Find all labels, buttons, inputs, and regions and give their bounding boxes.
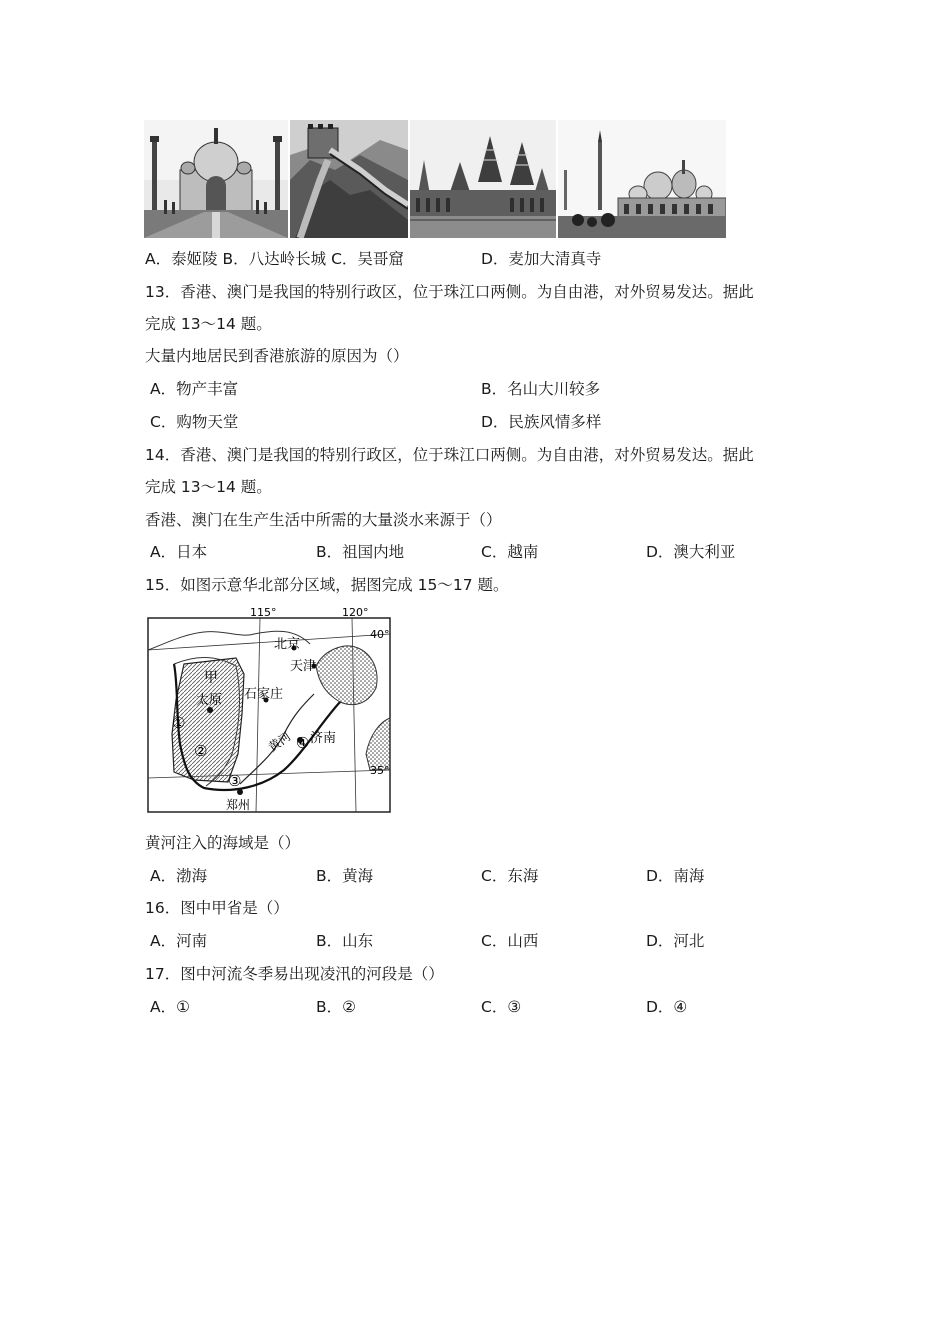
angkor-wat-photo — [410, 120, 556, 238]
q17-option-a[interactable]: A．① — [150, 998, 190, 1016]
map-lat-40: 40° — [370, 628, 390, 641]
map-label-jinan: 济南 — [310, 731, 337, 746]
map-label-zhengzhou: 郑州 — [226, 798, 251, 812]
map-lon-115: 115° — [250, 606, 277, 619]
q16-option-b[interactable]: B．山东 — [316, 932, 374, 950]
q15-option-c[interactable]: C．东海 — [481, 867, 539, 885]
taj-mahal-photo — [144, 120, 288, 238]
great-wall-badaling-photo — [290, 120, 408, 238]
q14-option-b[interactable]: B．祖国内地 — [316, 543, 405, 561]
map-marker-2: ② — [194, 742, 208, 760]
q13-option-d[interactable]: D．民族风情多样 — [481, 413, 602, 431]
map-label-taiyuan: 太原 — [196, 693, 223, 708]
map-label-yellow-river: 黄河 — [265, 729, 294, 755]
q14-stem-line1: 14．香港、澳门是我国的特别行政区，位于珠江口两侧。为自由港，对外贸易发达。据此 — [145, 446, 754, 464]
q13-stem-line2: 完成 13～14 题。 — [145, 315, 272, 333]
map-lon-120: 120° — [342, 606, 369, 619]
q15-option-d[interactable]: D．南海 — [646, 867, 705, 885]
q17-stem: 17．图中河流冬季易出现凌汛的河段是（） — [145, 965, 444, 983]
landmark-photo-strip — [144, 120, 726, 238]
map-label-shijiazhuang: 石家庄 — [244, 687, 284, 702]
map-label-tianjin: 天津 — [290, 659, 317, 674]
q14-option-a[interactable]: A．日本 — [150, 543, 208, 561]
q15-question: 黄河注入的海域是（） — [145, 834, 301, 852]
north-china-map — [144, 604, 394, 816]
q15-stem: 15．如图示意华北部分区域，据图完成 15～17 题。 — [145, 576, 509, 594]
q14-stem-line2: 完成 13～14 题。 — [145, 478, 272, 496]
q12-option-abc[interactable]: A．泰姬陵 B．八达岭长城 C．吴哥窟 — [145, 250, 404, 268]
q17-option-d[interactable]: D．④ — [646, 998, 688, 1016]
q13-question: 大量内地居民到香港旅游的原因为（） — [145, 347, 409, 365]
q16-option-d[interactable]: D．河北 — [646, 932, 705, 950]
q17-option-b[interactable]: B．② — [316, 998, 357, 1016]
map-lat-35: 35° — [370, 764, 390, 777]
q15-option-b[interactable]: B．黄海 — [316, 867, 374, 885]
map-marker-1: ① — [172, 714, 186, 732]
q12-option-d[interactable]: D．麦加大清真寺 — [481, 250, 602, 268]
map-label-beijing: 北京 — [274, 637, 301, 652]
q16-option-c[interactable]: C．山西 — [481, 932, 539, 950]
q16-stem: 16．图中甲省是（） — [145, 899, 289, 917]
mecca-mosque-photo — [558, 120, 726, 238]
q15-option-a[interactable]: A．渤海 — [150, 867, 208, 885]
q16-option-a[interactable]: A．河南 — [150, 932, 208, 950]
q13-option-c[interactable]: C．购物天堂 — [150, 413, 239, 431]
q14-option-d[interactable]: D．澳大利亚 — [646, 543, 736, 561]
q13-option-b[interactable]: B．名山大川较多 — [481, 380, 601, 398]
q17-option-c[interactable]: C．③ — [481, 998, 522, 1016]
map-marker-4: ④ — [296, 734, 310, 752]
q14-option-c[interactable]: C．越南 — [481, 543, 539, 561]
q13-option-a[interactable]: A．物产丰富 — [150, 380, 239, 398]
q14-question: 香港、澳门在生产生活中所需的大量淡水来源于（） — [145, 511, 502, 529]
q13-stem-line1: 13．香港、澳门是我国的特别行政区，位于珠江口两侧。为自由港，对外贸易发达。据此 — [145, 283, 754, 301]
map-label-jia: 甲 — [204, 670, 218, 686]
map-marker-3: ③ — [228, 772, 242, 790]
